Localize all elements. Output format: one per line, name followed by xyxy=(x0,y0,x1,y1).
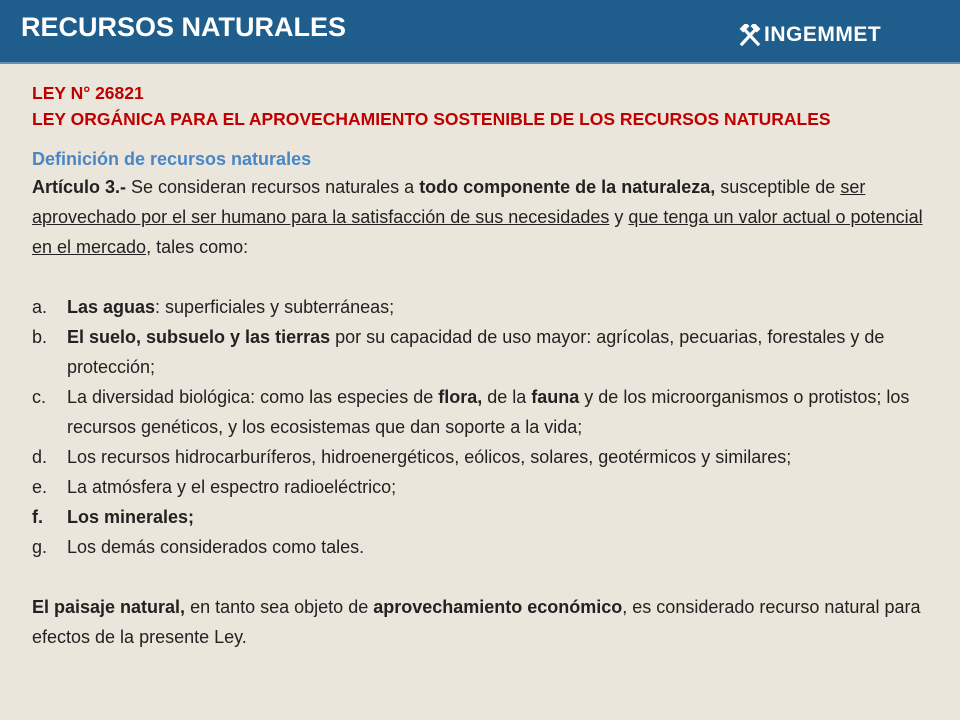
article-underline: ser aprovechado por el ser humano para la satisfacción de sus necesidades xyxy=(32,177,866,227)
slide-content xyxy=(32,80,932,652)
item-text: de la xyxy=(482,387,532,407)
section-title: Definición de recursos naturales xyxy=(32,149,312,169)
law-name: LEY ORGÁNICA PARA EL APROVECHAMIENTO SOSTENIBLE DE LOS RECURSOS NATURALES xyxy=(32,109,831,129)
article-text: , tales como: xyxy=(146,237,249,257)
item-text: por su capacidad de uso mayor: agrícolas, pecuarias, forestales y de protección; xyxy=(67,327,885,377)
item-bold: flora, xyxy=(438,387,483,407)
list-item xyxy=(32,442,932,472)
item-text: Los demás considerados como tales. xyxy=(67,537,365,557)
item-text: : superficiales y subterráneas; xyxy=(155,297,395,317)
item-bold: fauna xyxy=(531,387,580,407)
closing-bold: aprovechamiento económico xyxy=(373,597,623,617)
item-text: Los recursos hidrocarburíferos, hidroenergéticos, eólicos, solares, geotérmicos y similares; xyxy=(67,447,792,467)
article-text: Se consideran recursos naturales a xyxy=(126,177,420,197)
article-label: Artículo 3.- xyxy=(32,177,127,197)
ingemmet-logo xyxy=(738,22,881,48)
item-label: f. xyxy=(32,507,43,527)
header-bar xyxy=(0,0,960,64)
list-item xyxy=(32,382,932,442)
closing-paragraph xyxy=(32,592,932,652)
item-label: d. xyxy=(32,447,48,467)
item-bold: Las aguas xyxy=(67,297,156,317)
logo-text: INGEMMET xyxy=(764,23,882,46)
list-item xyxy=(32,502,932,532)
article-text: y xyxy=(609,207,629,227)
list-item xyxy=(32,472,932,502)
closing-text: en tanto sea objeto de xyxy=(185,597,374,617)
item-text: La diversidad biológica: como las especies de xyxy=(67,387,439,407)
slide-title: RECURSOS NATURALES xyxy=(21,12,347,42)
article-paragraph xyxy=(32,172,932,262)
article-bold: todo componente de la naturaleza, xyxy=(419,177,716,197)
item-label: e. xyxy=(32,477,48,497)
law-number: LEY N° 26821 xyxy=(32,83,144,103)
item-text: y de los microorganismos o protistos; los recursos genéticos, y los ecosistemas que dan soporte a la vida; xyxy=(67,387,910,437)
crossed-hammers-icon xyxy=(738,24,762,46)
article-text: susceptible de xyxy=(715,177,841,197)
item-label: a. xyxy=(32,297,48,317)
item-text: La atmósfera y el espectro radioeléctrico; xyxy=(67,477,397,497)
article-underline: que tenga un valor actual o potencial en el mercado xyxy=(32,207,923,257)
list-item xyxy=(32,532,932,562)
closing-bold: El paisaje natural, xyxy=(32,597,186,617)
item-label: b. xyxy=(32,327,48,347)
item-label: g. xyxy=(32,537,48,557)
list-item xyxy=(32,322,932,382)
item-label: c. xyxy=(32,387,47,407)
item-bold: El suelo, subsuelo y las tierras xyxy=(67,327,331,347)
resources-list xyxy=(32,292,932,562)
closing-text: , es considerado recurso natural para efectos de la presente Ley. xyxy=(32,597,921,647)
item-bold: Los minerales; xyxy=(67,507,195,527)
list-item xyxy=(32,292,932,322)
